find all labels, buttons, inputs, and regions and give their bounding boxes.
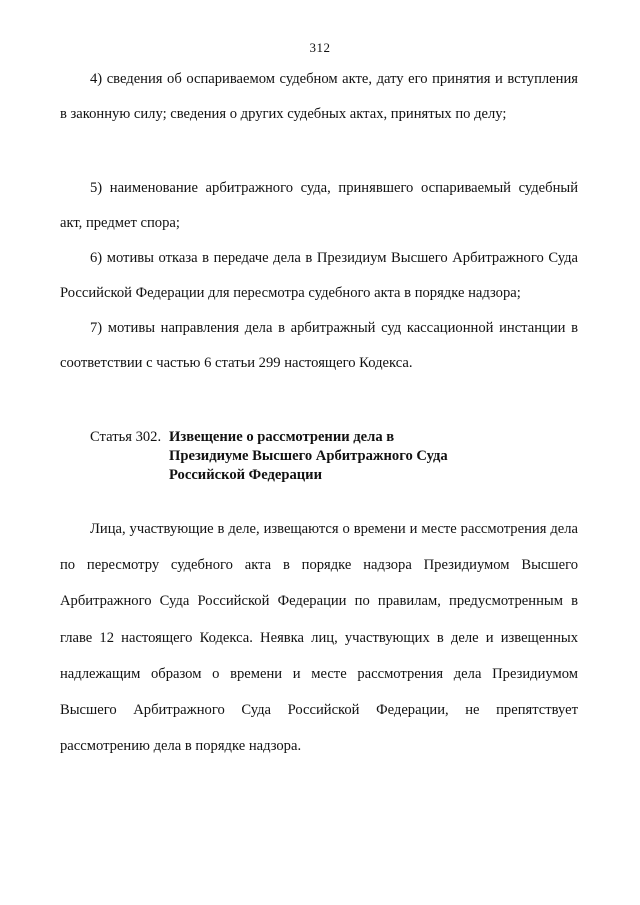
article-number: Статья 302. xyxy=(90,429,162,445)
page-number: 312 xyxy=(309,40,331,55)
article-title: Извещение о рассмотрении дела в Президиуме Высшего Арбитражного Суда Российской Федерации xyxy=(169,429,448,483)
list-item-6: 6) мотивы отказа в передаче дела в Президиум Высшего Арбитражного Суда Российской Федерации для пересмотра судебного акта в порядке надзора; xyxy=(60,250,578,301)
list-item-7: 7) мотивы направления дела в арбитражный суд кассационной инстанции в соответствии с частью 6 статьи 299 настоящего Кодекса. xyxy=(60,320,578,371)
article-heading xyxy=(90,428,590,485)
article-body: Лица, участвующие в деле, извещаются о времени и месте рассмотрения дела по пересмотру судебного акта в порядке надзора Президиумом Высшего Арбитражного Суда Российской Федерации по правилам, предусмотренным в главе 12 настоящего Кодекса. Неявка лиц, участвующих в деле и извещенных надлежащим образом о времени и месте рассмотрения дела Президиумом Высшего Арбитражного Суда Российской Федерации, не препятствует рассмотрению дела в порядке надзора. xyxy=(60,521,578,755)
list-item-4: 4) сведения об оспариваемом судебном акте, дату его принятия и вступления в законную силу; сведения о других судебных актах, принятых по делу; xyxy=(60,71,578,122)
list-item-5: 5) наименование арбитражного суда, принявшего оспариваемый судебный акт, предмет спора; xyxy=(60,180,578,231)
